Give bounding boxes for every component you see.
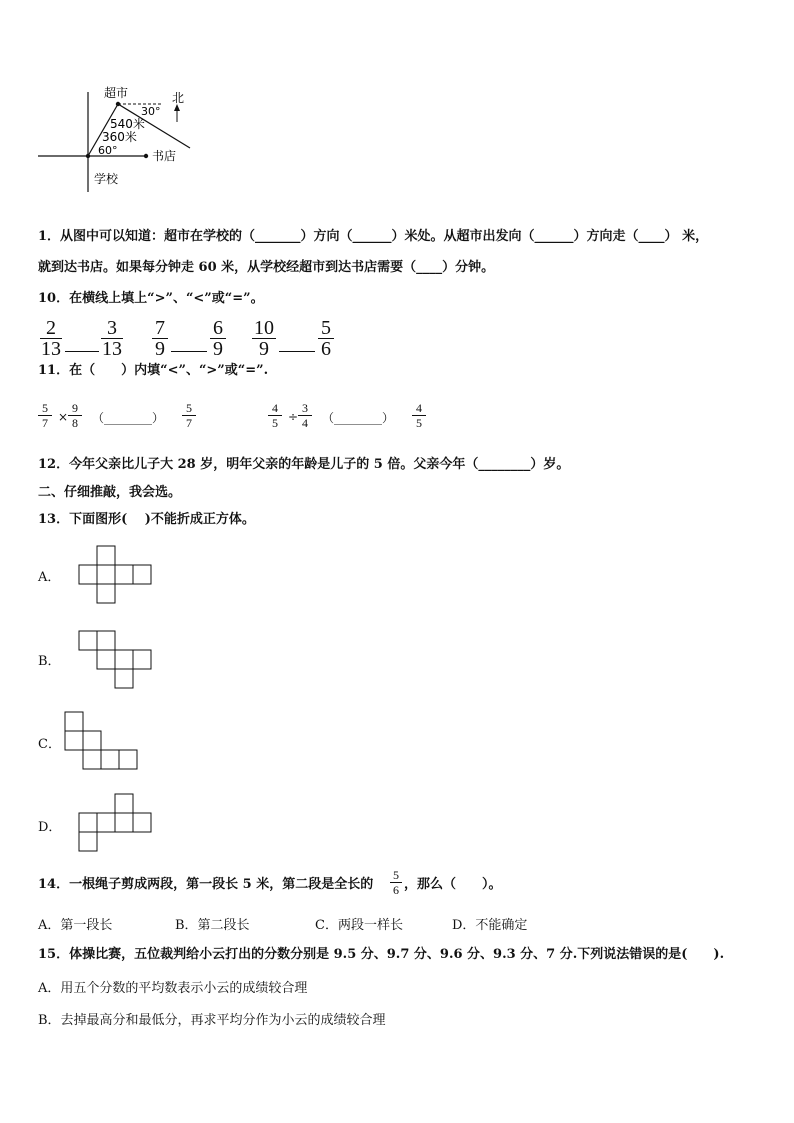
fraction: 4 5 xyxy=(268,401,282,430)
question-14-text-before: 14．一根绳子剪成两段，第一段长 5 米，第二段是全长的 xyxy=(38,877,374,892)
section-2-heading: 二、仔细推敲，我会选。 xyxy=(38,485,182,500)
map-diagram xyxy=(30,80,210,195)
question-1-line-1: 1．从图中可以知道：超市在学校的（_______）方向（______）米处。从超市出发向（______）方向走（____） 米， xyxy=(38,229,709,244)
school-dot xyxy=(86,154,90,158)
angle-60-label: 60° xyxy=(98,144,118,157)
fraction: 3 4 xyxy=(298,401,312,430)
fraction: 2 13 xyxy=(41,317,61,360)
fraction: 5 7 xyxy=(38,401,52,430)
bookstore-label: 书店 xyxy=(152,149,177,163)
fraction: 4 5 xyxy=(412,401,426,430)
question-15-option-b[interactable]: B．去掉最高分和最低分，再求平均分作为小云的成绩较合理 xyxy=(38,1013,386,1028)
cube-net-c[interactable] xyxy=(64,711,138,771)
fraction: 10 9 xyxy=(254,317,274,360)
answer-blank[interactable]: （________） xyxy=(92,411,165,425)
question-14-option-d[interactable]: D．不能确定 xyxy=(452,918,528,933)
option-a-label[interactable]: A． xyxy=(38,570,61,585)
bookstore-dot xyxy=(144,154,148,158)
question-11-title: 11．在（ ）内填“<”、“>”或“=”. xyxy=(38,363,269,378)
supermarket-label: 超市 xyxy=(104,86,129,100)
question-10-title: 10．在横线上填上“>”、“<”或“=”。 xyxy=(38,291,264,306)
question-14-option-a[interactable]: A．第一段长 xyxy=(38,918,113,933)
cube-net-a[interactable] xyxy=(78,545,152,605)
supermarket-dot xyxy=(116,102,120,106)
cube-net-d[interactable] xyxy=(78,793,152,853)
distance-360-label: 360米 xyxy=(102,130,137,144)
fraction: 3 13 xyxy=(102,317,122,360)
cube-net-b[interactable] xyxy=(78,630,152,690)
option-d-label[interactable]: D． xyxy=(38,820,62,835)
divide-sign: ÷ xyxy=(288,410,299,424)
question-14-option-c[interactable]: C．两段一样长 xyxy=(315,918,403,933)
question-14 xyxy=(38,876,373,894)
question-15-title: 15．体操比赛，五位裁判给小云打出的分数分别是 9.5 分、9.7 分、9.6 分、9.3 分、7 分.下列说法错误的是( ). xyxy=(38,947,725,962)
question-1-line-2: 就到达书店。如果每分钟走 60 米，从学校经超市到达书店需要（____）分钟。 xyxy=(38,260,495,275)
school-label: 学校 xyxy=(94,172,119,186)
option-b-label[interactable]: B． xyxy=(38,654,61,669)
question-12: 12．今年父亲比儿子大 28 岁，明年父亲的年龄是儿子的 5 倍。父亲今年（________）岁。 xyxy=(38,457,570,472)
answer-line xyxy=(279,351,315,352)
multiply-sign: × xyxy=(58,410,69,424)
fraction: 5 7 xyxy=(182,401,196,430)
distance-540-label: 540米 xyxy=(110,117,145,131)
fraction: 9 8 xyxy=(68,401,82,430)
fraction: 5 6 xyxy=(318,318,334,359)
fraction: 6 9 xyxy=(210,318,226,359)
fraction: 7 9 xyxy=(152,318,168,359)
question-15-option-a[interactable]: A．用五个分数的平均数表示小云的成绩较合理 xyxy=(38,981,308,996)
answer-line xyxy=(171,351,207,352)
angle-30-label: 30° xyxy=(141,105,161,118)
question-14-text-after: ，那么（ ）。 xyxy=(404,877,502,892)
question-14-option-b[interactable]: B．第二段长 xyxy=(175,918,250,933)
north-arrow-icon xyxy=(174,104,180,111)
answer-blank[interactable]: （________） xyxy=(322,411,395,425)
question-13-title: 13．下面图形( )不能折成正方体。 xyxy=(38,512,255,527)
north-label: 北 xyxy=(172,91,185,105)
question-14-fraction: 5 6 xyxy=(390,868,402,897)
answer-line xyxy=(65,351,99,352)
option-c-label[interactable]: C． xyxy=(38,737,61,752)
